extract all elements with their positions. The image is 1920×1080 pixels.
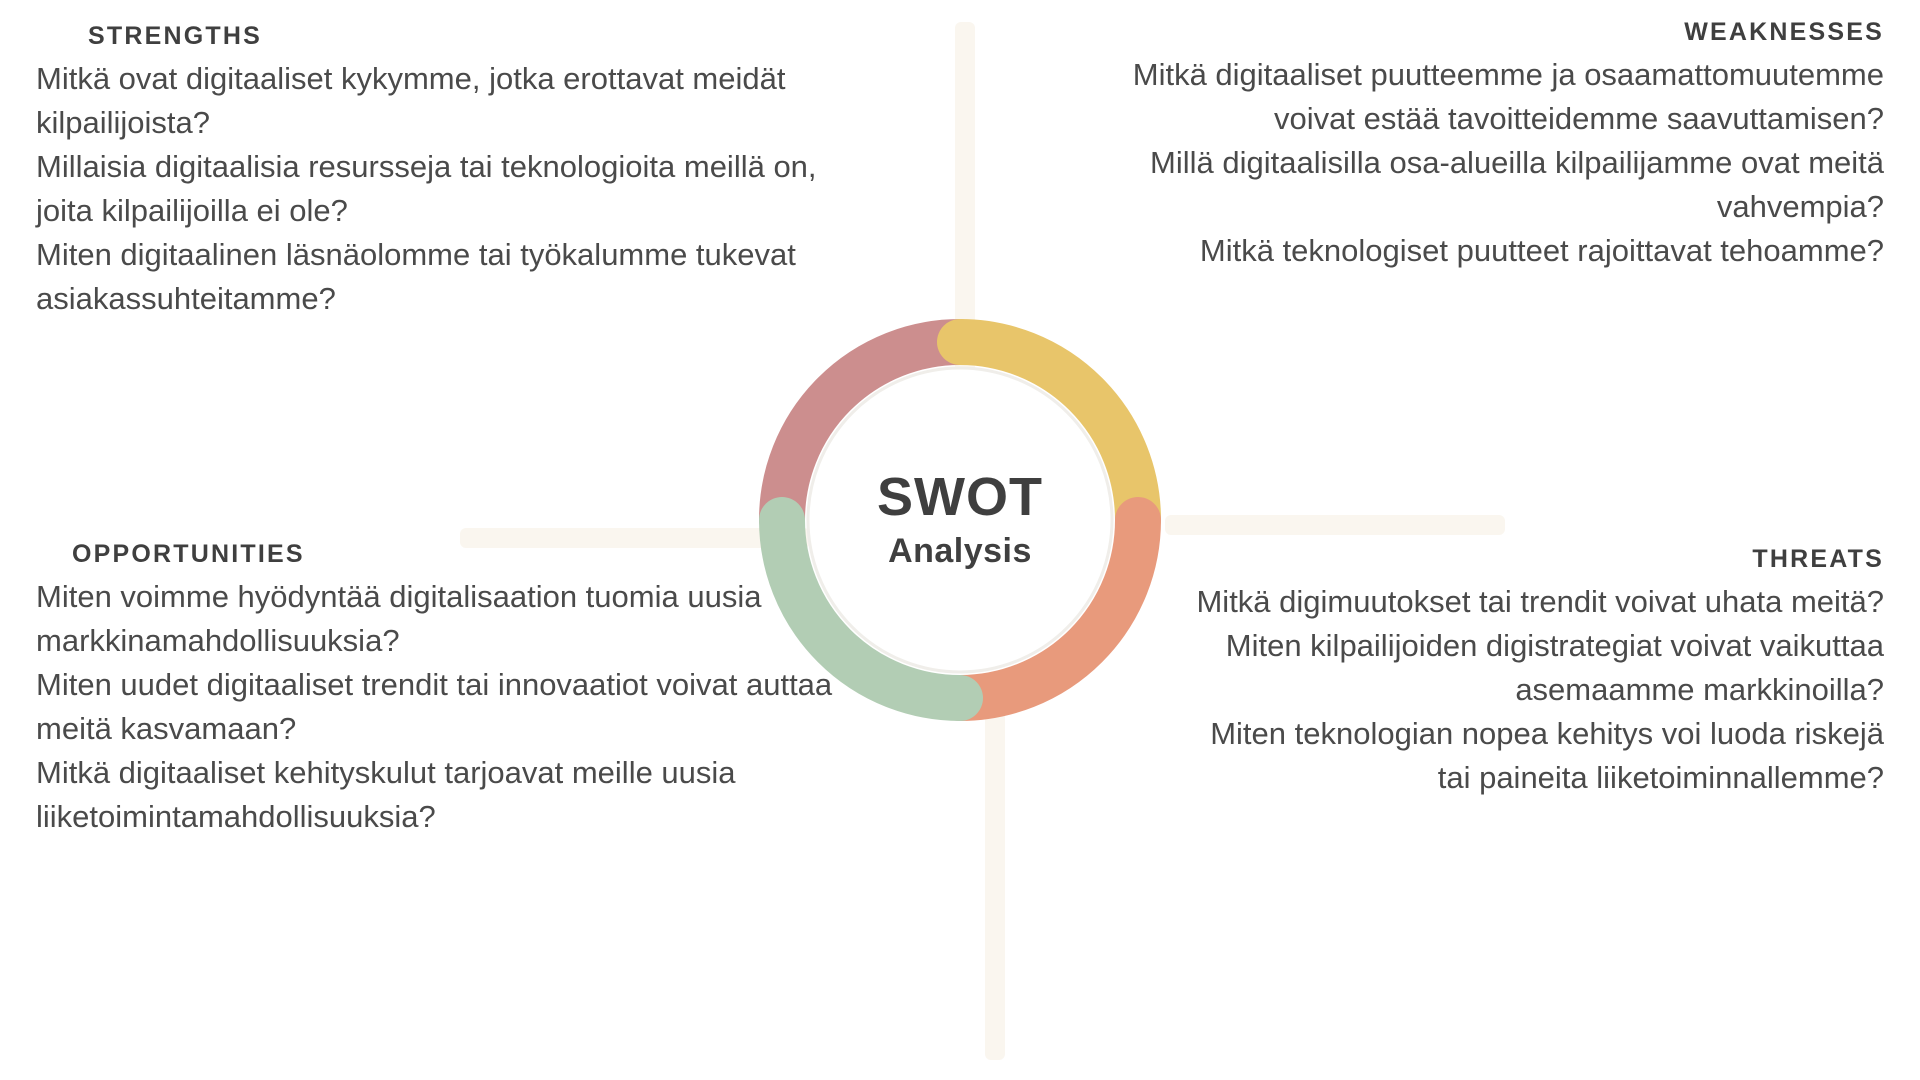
quadrant-item: Miten voimme hyödyntää digitalisaation tuomia uusia markkinamahdollisuuksia? <box>36 579 762 659</box>
cross-bar-bottom <box>985 710 1005 1060</box>
quadrant-heading-opportunities: OPPORTUNITIES <box>72 540 305 568</box>
quadrant-item: Miten digitaalinen läsnäolomme tai työkalumme tukevat asiakassuhteitamme? <box>36 237 796 317</box>
swot-subtitle: Analysis <box>888 531 1032 570</box>
quadrant-heading-weaknesses: WEAKNESSES <box>1684 18 1884 46</box>
quadrant-heading-strengths: STRENGTHS <box>88 22 262 50</box>
quadrant-item: Millä digitaalisilla osa-alueilla kilpailijamme ovat meitä vahvempia? <box>1150 145 1884 225</box>
quadrant-item: Millaisia digitaalisia resursseja tai teknologioita meillä on, joita kilpailijoilla ei ole? <box>36 149 817 229</box>
quadrant-weaknesses <box>1094 18 1884 273</box>
quadrant-item: Mitkä digitaaliset kehityskulut tarjoavat meille uusia liiketoimintamahdollisuuksia? <box>36 755 736 835</box>
quadrant-opportunities <box>36 540 876 839</box>
quadrant-item: Miten uudet digitaaliset trendit tai innovaatiot voivat auttaa meitä kasvamaan? <box>36 667 833 747</box>
quadrant-item: Miten kilpailijoiden digistrategiat voivat vaikuttaa asemaamme markkinoilla? <box>1225 628 1884 708</box>
swot-title: SWOT <box>877 467 1043 528</box>
quadrant-threats <box>1184 545 1884 800</box>
quadrant-item: Mitkä teknologiset puutteet rajoittavat tehoamme? <box>1199 233 1884 269</box>
quadrant-item: Mitkä digitaaliset puutteemme ja osaamattomuutemme voivat estää tavoitteidemme saavuttamisen? <box>1132 57 1884 137</box>
quadrant-item: Mitkä digimuutokset tai trendit voivat uhata meitä? <box>1196 584 1884 619</box>
cross-bar-right <box>1165 515 1505 535</box>
quadrant-heading-threats: THREATS <box>1752 545 1884 573</box>
quadrant-strengths <box>36 22 876 321</box>
quadrant-item: Miten teknologian nopea kehitys voi luoda riskejä tai paineita liiketoiminnallemme? <box>1210 716 1884 796</box>
quadrant-item: Mitkä ovat digitaaliset kykymme, jotka erottavat meidät kilpailijoista? <box>36 61 786 141</box>
